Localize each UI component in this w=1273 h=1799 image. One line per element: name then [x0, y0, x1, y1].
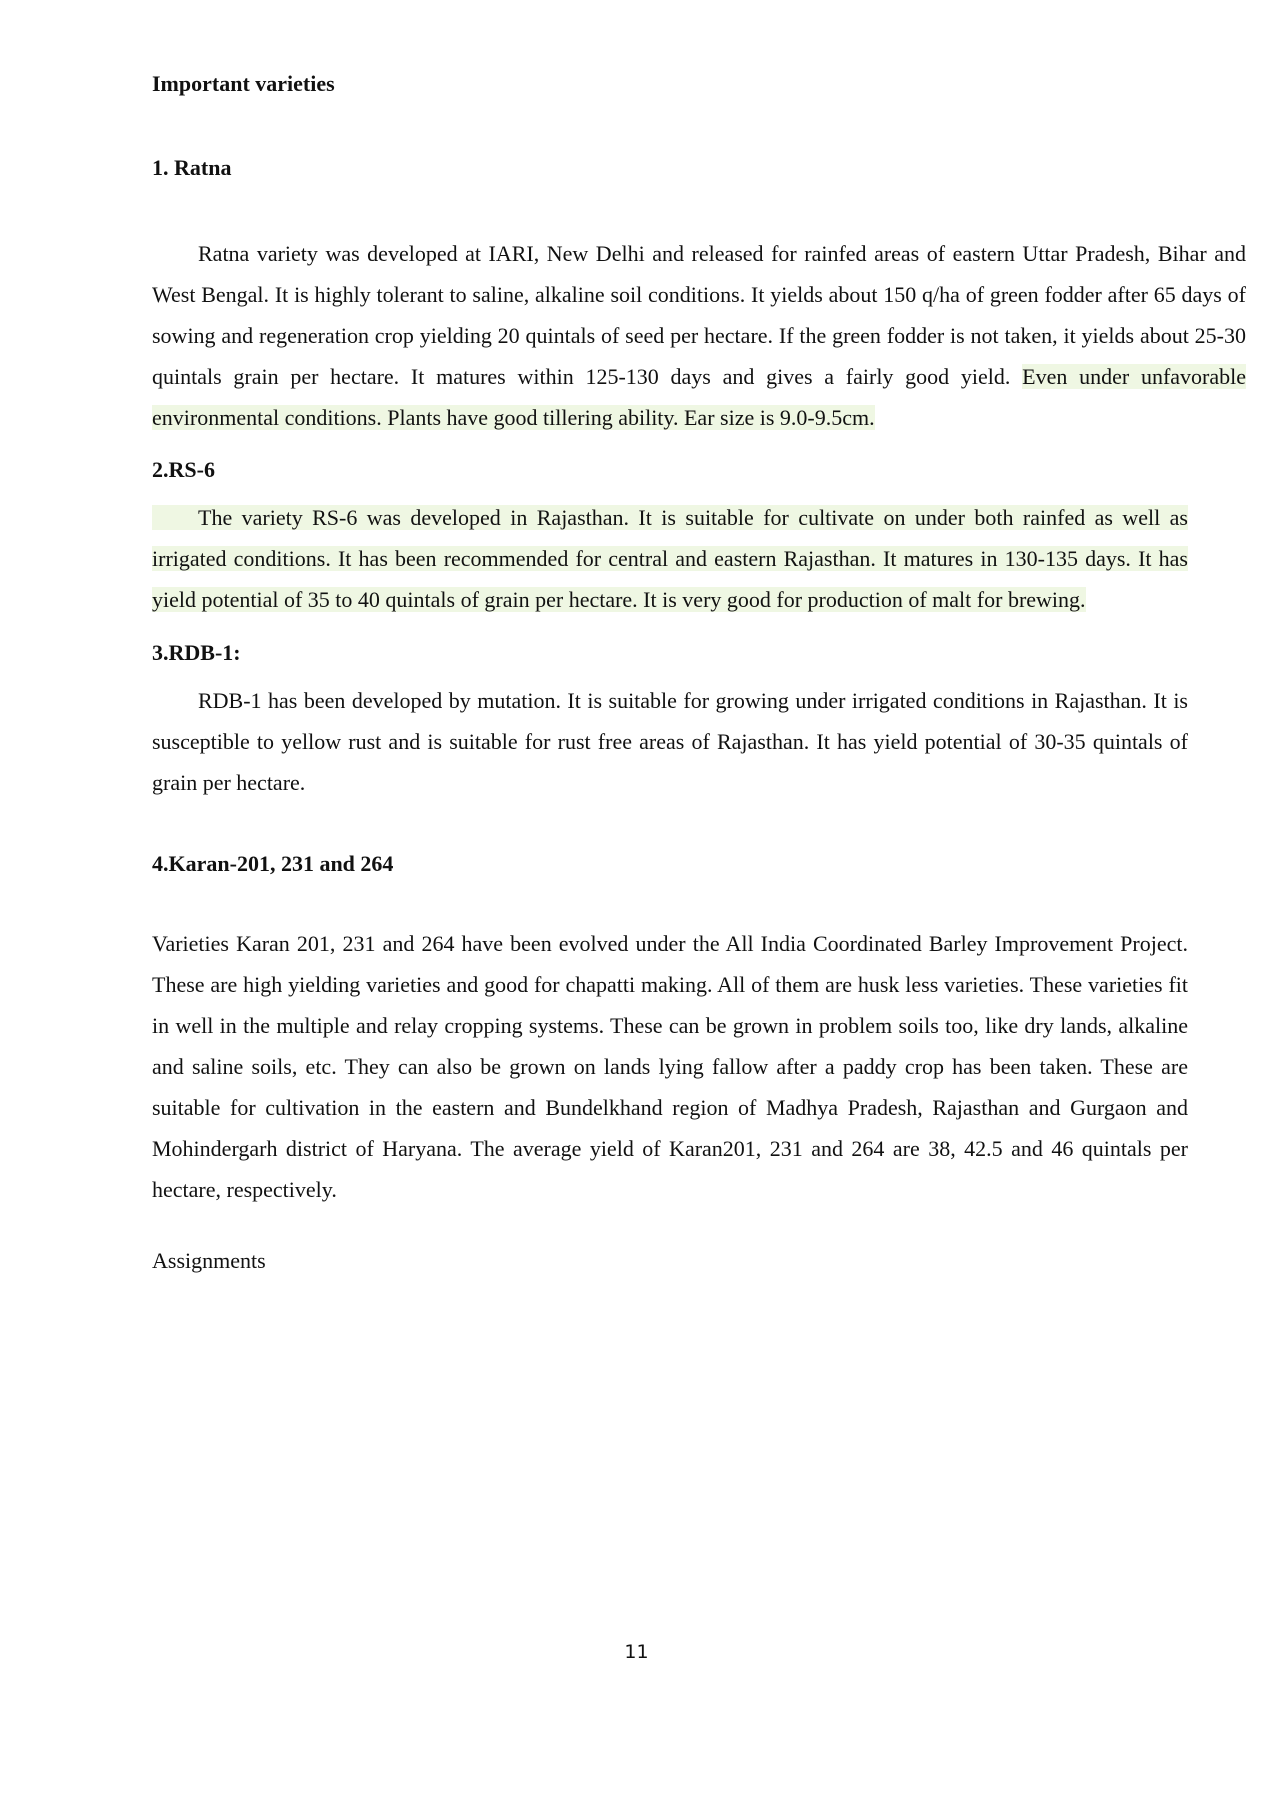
- variety-paragraph-rdb1: [152, 680, 1188, 803]
- section-title: Important varieties: [152, 71, 335, 96]
- variety-paragraph-ratna: [152, 233, 1246, 438]
- variety-paragraph-karan: Varieties Karan 201, 231 and 264 have been evolved under the All India Coordinated Barley Improvement Project. These are high yielding varieties and good for chapatti making. All of them are husk less varieties. These varieties fit in well in the multiple and relay cropping systems. These can be grown in problem soils too, like dry lands, alkaline and saline soils, etc. They can also be grown on lands lying fallow after a paddy crop has been taken. These are suitable for cultivation in the eastern and Bundelkhand region of Madhya Pradesh, Rajasthan and Gurgaon and Mohindergarh district of Haryana. The average yield of Karan201, 231 and 264 are 38, 42.5 and 46 quintals per hectare, respectively.: [152, 931, 1188, 1202]
- variety-heading-karan: 4.Karan-201, 231 and 264: [152, 851, 394, 876]
- variety-heading-ratna: 1. Ratna: [152, 155, 232, 180]
- page-number: 11: [624, 1641, 649, 1663]
- assignments-label: Assignments: [152, 1248, 266, 1273]
- ratna-highlighted-text: Even under unfavorable environmental conditions. Plants have good tillering ability. Ear size is 9.0-9.5cm.: [152, 364, 1247, 430]
- rs6-text: The variety RS-6 was developed in Rajasthan. It is suitable for cultivate on under both rainfed as well as irrigated conditions. It has been recommended for central and eastern Rajasthan. It matures in 130-135 days. It has yield potential of 35 to 40 quintals of grain per hectare. It is very good for production of malt for brewing.: [152, 505, 1188, 612]
- variety-heading-rdb1: 3.RDB-1:: [152, 640, 241, 665]
- variety-paragraph-rs6: [152, 497, 1188, 620]
- rdb1-text: RDB-1 has been developed by mutation. It is suitable for growing under irrigated conditions in Rajasthan. It is susceptible to yellow rust and is suitable for rust free areas of Rajasthan. It has yield potential of 30-35 quintals of grain per hectare.: [152, 688, 1188, 795]
- ratna-text: Ratna variety was developed at IARI, New Delhi and released for rainfed areas of eastern Uttar Pradesh, Bihar and West Bengal. It is highly tolerant to saline, alkaline soil conditions. It yields about 150 q/ha of green fodder after 65 days of sowing and regeneration crop yielding 20 quintals of seed per hectare. If the green fodder is not taken, it yields about 25-30 quintals grain per hectare. It matures within 125-130 days and gives a fairly good yield.: [152, 241, 1246, 389]
- variety-heading-rs6: 2.RS-6: [152, 457, 215, 482]
- rs6-highlighted-text: [152, 505, 1188, 612]
